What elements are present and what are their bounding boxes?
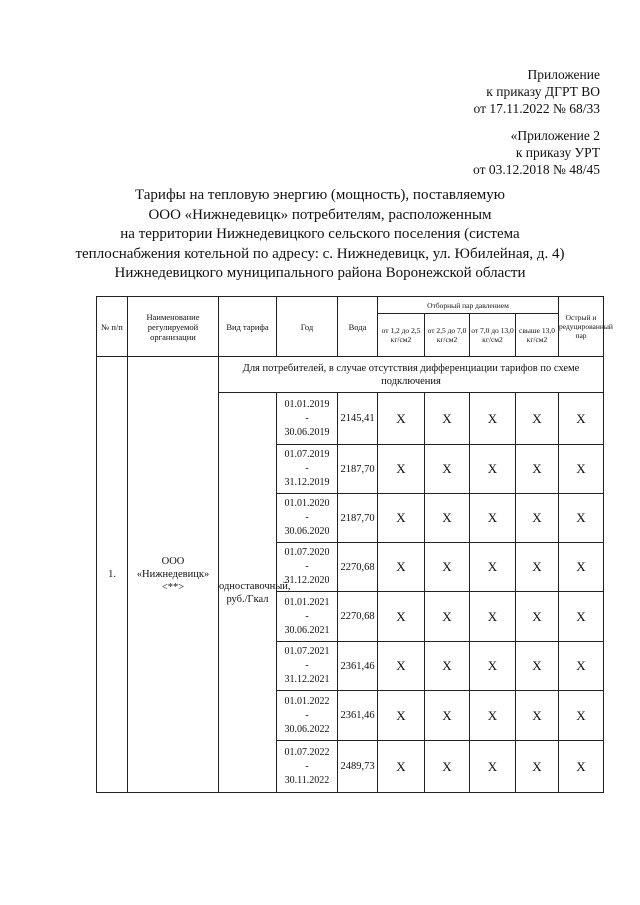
period-to: 31.12.2021 xyxy=(284,674,330,685)
x-mark: X xyxy=(516,642,559,691)
x-mark: X xyxy=(470,445,516,494)
water-tariff: 2361,46 xyxy=(338,642,378,691)
x-mark: X xyxy=(378,691,425,741)
x-mark: X xyxy=(516,543,559,592)
period-dash: - xyxy=(305,660,309,671)
appendix2-header xyxy=(473,127,600,178)
period-cell xyxy=(277,691,338,741)
title-line: на территории Нижнедевицкого сельского поселения (система xyxy=(120,226,520,242)
period-to: 30.06.2021 xyxy=(284,624,330,636)
period-dash: - xyxy=(305,463,309,474)
header-tariff-type: Вид тарифа xyxy=(219,297,277,357)
header-steam-group: Отборный пар давлением xyxy=(378,297,559,314)
period-cell xyxy=(277,494,338,543)
appendix2-label: «Приложение 2 xyxy=(510,128,600,143)
period-cell xyxy=(277,393,338,445)
period-from: 01.07.2022 xyxy=(284,746,330,758)
x-mark: X xyxy=(470,494,516,543)
org-name: ООО «Нижнедевицк» <**> xyxy=(128,357,219,793)
period-dash: - xyxy=(305,512,309,523)
x-mark: X xyxy=(378,642,425,691)
x-mark: X xyxy=(559,741,604,793)
water-tariff: 2187,70 xyxy=(338,445,378,494)
period-cell xyxy=(277,592,338,642)
x-mark: X xyxy=(470,592,516,642)
x-mark: X xyxy=(425,741,470,793)
period-from: 01.07.2019 xyxy=(284,449,330,460)
x-mark: X xyxy=(378,592,425,642)
x-mark: X xyxy=(559,445,604,494)
x-mark: X xyxy=(470,393,516,445)
x-mark: X xyxy=(516,741,559,793)
header-steam-4: свыше 13,0 кг/см2 xyxy=(516,314,559,357)
x-mark: X xyxy=(425,691,470,741)
period-dash: - xyxy=(305,709,309,721)
row-number: 1. xyxy=(97,357,128,793)
title-line: теплоснабжения котельной по адресу: с. Нижнедевицк, ул. Юбилейная, д. 4) xyxy=(75,245,565,262)
water-tariff: 2145,41 xyxy=(338,393,378,445)
section-note: Для потребителей, в случае отсутствия дифференциации тарифов по схеме подключения xyxy=(219,357,604,393)
x-mark: X xyxy=(378,494,425,543)
x-mark: X xyxy=(516,592,559,642)
x-mark: X xyxy=(470,691,516,741)
x-mark: X xyxy=(516,494,559,543)
period-to: 30.11.2022 xyxy=(284,774,330,786)
period-dash: - xyxy=(305,561,309,572)
x-mark: X xyxy=(425,445,470,494)
x-mark: X xyxy=(516,393,559,445)
x-mark: X xyxy=(559,543,604,592)
x-mark: X xyxy=(559,691,604,741)
header-steam-3: от 7,0 до 13,0 кг/см2 xyxy=(470,314,516,357)
period-to: 30.06.2020 xyxy=(284,526,330,537)
header-steam-1: от 1,2 до 2,5 кг/см2 xyxy=(378,314,425,357)
x-mark: X xyxy=(425,494,470,543)
title-line: Тарифы на тепловую энергию (мощность), поставляемую xyxy=(134,187,506,203)
header-sharp-steam: Острый и редуцированный пар xyxy=(559,297,604,357)
water-tariff: 2270,68 xyxy=(338,592,378,642)
title-line: Нижнедевицкого муниципального района Воронежской области xyxy=(114,265,526,281)
period-from: 01.07.2021 xyxy=(284,646,330,657)
period-cell xyxy=(277,642,338,691)
x-mark: X xyxy=(516,445,559,494)
period-dash: - xyxy=(305,412,309,424)
x-mark: X xyxy=(425,642,470,691)
x-mark: X xyxy=(425,592,470,642)
x-mark: X xyxy=(470,543,516,592)
water-tariff: 2361,46 xyxy=(338,691,378,741)
water-tariff: 2270,68 xyxy=(338,543,378,592)
x-mark: X xyxy=(516,691,559,741)
order-ref: к приказу ДГРТ ВО xyxy=(486,84,600,99)
header-steam-2: от 2,5 до 7,0 кг/см2 xyxy=(425,314,470,357)
period-from: 01.01.2022 xyxy=(284,695,330,707)
x-mark: X xyxy=(378,543,425,592)
water-tariff: 2187,70 xyxy=(338,494,378,543)
period-to: 31.12.2019 xyxy=(284,477,330,488)
x-mark: X xyxy=(559,494,604,543)
period-from: 01.01.2019 xyxy=(284,398,330,410)
x-mark: X xyxy=(470,741,516,793)
period-to: 30.06.2022 xyxy=(284,723,330,735)
x-mark: X xyxy=(470,642,516,691)
period-cell xyxy=(277,741,338,793)
header-org: Наименование регулируемой организации xyxy=(128,297,219,357)
period-from: 01.01.2021 xyxy=(284,596,330,608)
x-mark: X xyxy=(559,642,604,691)
x-mark: X xyxy=(559,393,604,445)
appendix-label: Приложение xyxy=(527,67,600,82)
period-from: 01.07.2020 xyxy=(284,547,330,558)
order2-ref: к приказу УРТ xyxy=(515,145,600,160)
period-cell xyxy=(277,445,338,494)
order-date: от 17.11.2022 № 68/33 xyxy=(473,101,600,116)
x-mark: X xyxy=(559,592,604,642)
period-dash: - xyxy=(305,760,309,772)
period-cell xyxy=(277,543,338,592)
document-title xyxy=(20,186,620,284)
title-line: ООО «Нижнедевицк» потребителям, расположенным xyxy=(148,206,492,223)
x-mark: X xyxy=(378,741,425,793)
x-mark: X xyxy=(378,445,425,494)
header-year: Год xyxy=(277,297,338,357)
appendix-header xyxy=(474,66,600,117)
water-tariff: 2489,73 xyxy=(338,741,378,793)
period-dash: - xyxy=(305,610,309,622)
x-mark: X xyxy=(378,393,425,445)
tariff-table xyxy=(96,296,613,793)
x-mark: X xyxy=(425,393,470,445)
order2-date: от 03.12.2018 № 48/45 xyxy=(473,162,600,177)
period-to: 31.12.2020 xyxy=(284,575,330,586)
tariff-type: одноставочный, руб./Гкал xyxy=(219,393,277,793)
x-mark: X xyxy=(425,543,470,592)
header-num: № п/п xyxy=(97,297,128,357)
period-to: 30.06.2019 xyxy=(284,426,330,438)
header-water: Вода xyxy=(338,297,378,357)
period-from: 01.01.2020 xyxy=(284,498,330,509)
